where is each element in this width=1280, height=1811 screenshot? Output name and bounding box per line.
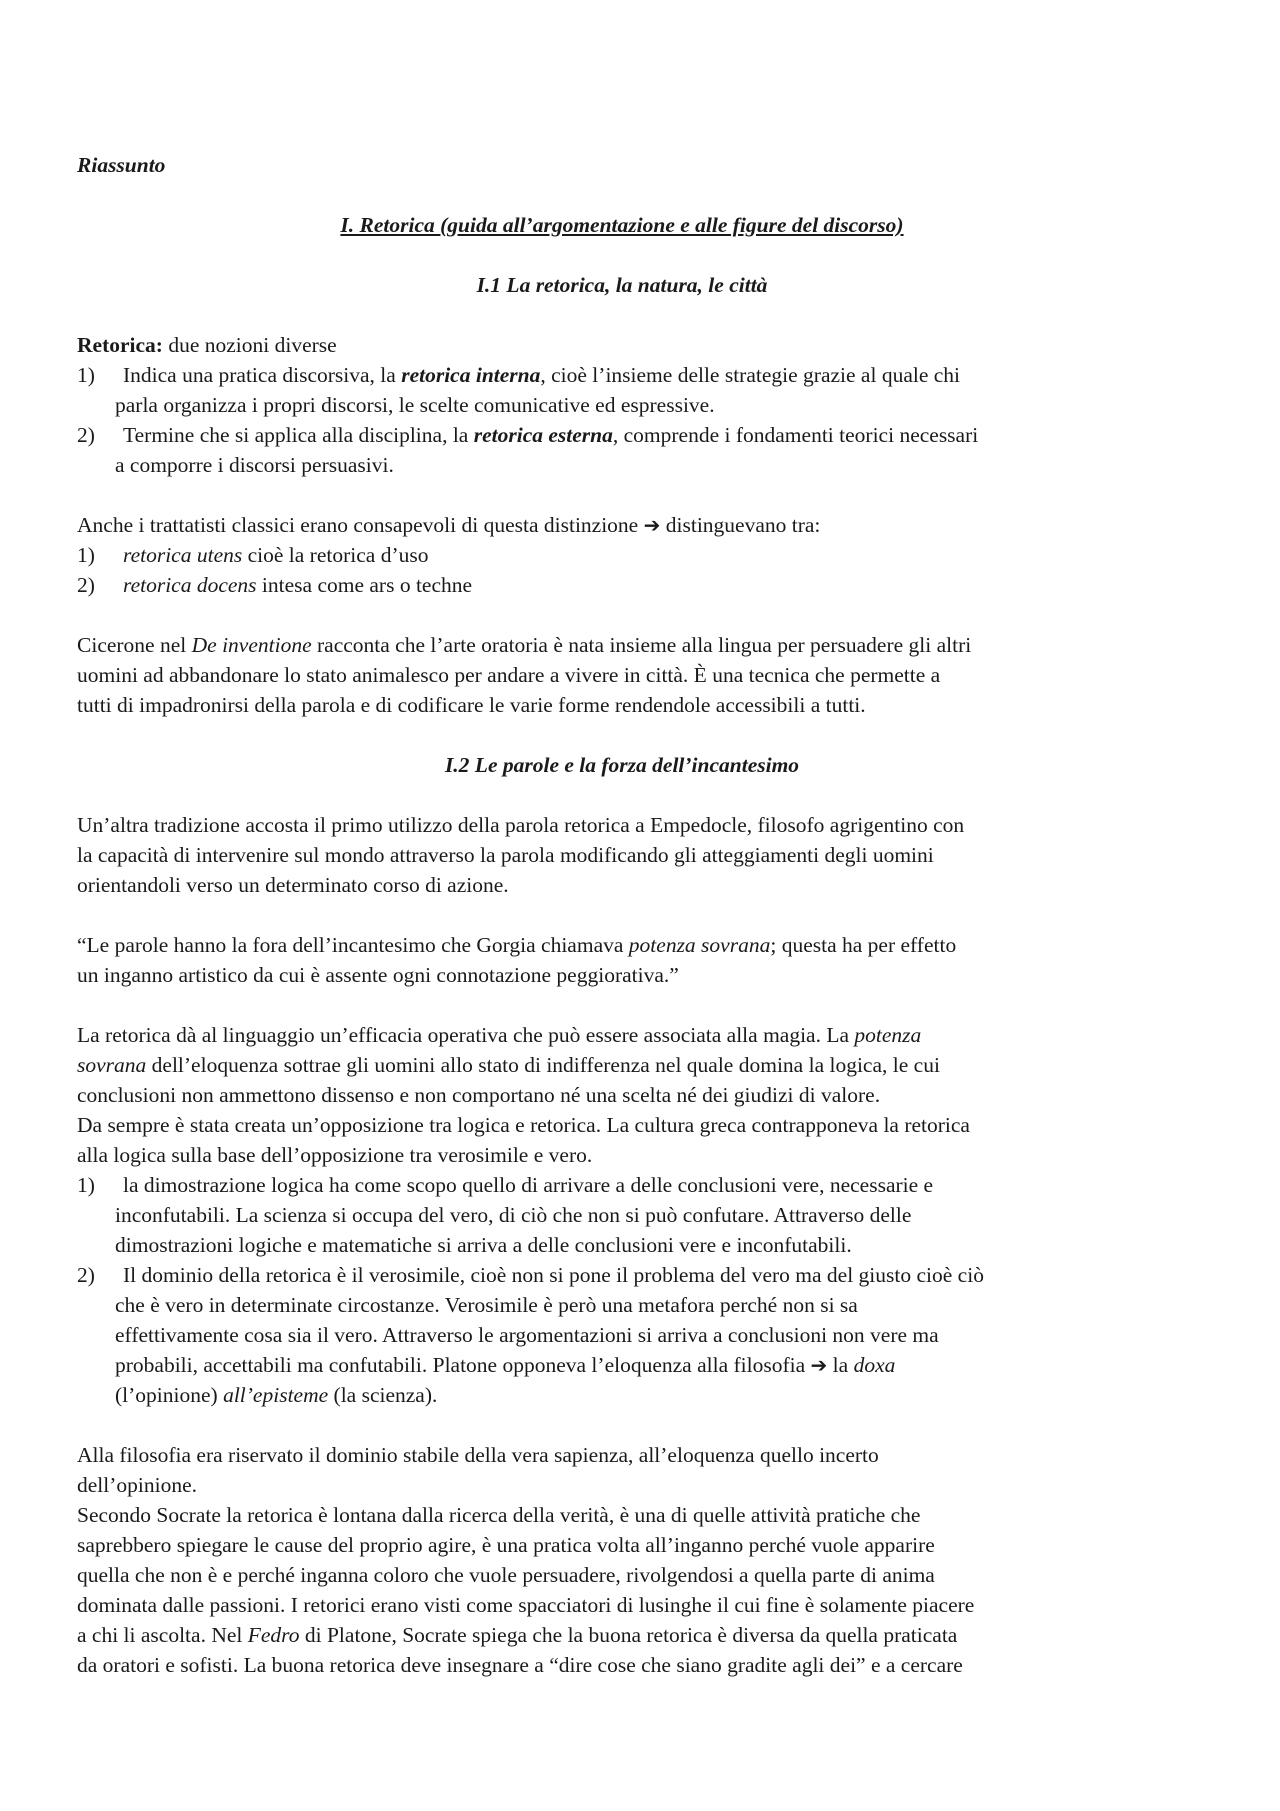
text-line — [77, 1050, 1167, 1080]
text-run: , comprende i fondamenti teorici necessari — [612, 423, 979, 447]
list-item — [77, 1170, 1167, 1200]
text-line — [77, 1620, 1167, 1650]
emphasis-term: potenza — [854, 1023, 922, 1047]
spacer — [77, 1410, 1167, 1440]
spacer — [77, 900, 1167, 930]
list-continuation: a comporre i discorsi persuasivi. — [115, 453, 394, 477]
text-line: conclusioni non ammettono dissenso e non comportano né una scelta né dei giudizi di valore. — [77, 1083, 881, 1107]
text-line — [77, 1020, 1167, 1050]
classic-intro — [77, 510, 1167, 540]
arrow-right-icon: ➔ — [810, 1353, 828, 1377]
text-run: La retorica dà al linguaggio un’efficacia operativa che può essere associata alla magia. La — [77, 1023, 855, 1047]
text-run: Anche i trattatisti classici erano consapevoli di questa distinzione — [77, 513, 644, 537]
spacer — [77, 720, 1167, 750]
definition-line — [77, 330, 1167, 360]
emphasis-term: sovrana — [77, 1053, 147, 1077]
emphasis-term: potenza sovrana — [628, 933, 771, 957]
book-title: De inventione — [191, 633, 312, 657]
list-continuation: effettivamente cosa sia il vero. Attraverso le argomentazioni si arriva a conclusioni non vere ma — [115, 1323, 939, 1347]
list-text: la dimostrazione logica ha come scopo quello di arrivare a delle conclusioni vere, necessarie e — [123, 1173, 934, 1197]
text-line: orientandoli verso un determinato corso di azione. — [77, 873, 509, 897]
text-line: quella che non è e perché inganna coloro che vuole persuadere, rivolgendosi a quella parte di anima — [77, 1563, 935, 1587]
emphasis-term: retorica esterna — [473, 423, 613, 447]
list-item — [77, 420, 1167, 450]
list-number: 1) — [77, 1173, 95, 1197]
text-run: (la scienza). — [328, 1383, 438, 1407]
text-run: (l’opinione) — [115, 1383, 224, 1407]
text-line: dell’opinione. — [77, 1473, 198, 1497]
emphasis-term: doxa — [853, 1353, 896, 1377]
text-run: di Platone, Socrate spiega che la buona retorica è diversa da quella praticata — [299, 1623, 958, 1647]
document-page — [77, 150, 1167, 1680]
text-line: Alla filosofia era riservato il dominio stabile della vera sapienza, all’eloquenza quello incerto — [77, 1443, 879, 1467]
text-line: un inganno artistico da cui è assente ogni connotazione peggiorativa.” — [77, 963, 679, 987]
paragraph-cicerone — [77, 630, 1167, 720]
list-item — [77, 360, 1167, 390]
document-label: Riassunto — [77, 153, 166, 177]
emphasis-term: retorica docens — [123, 573, 257, 597]
text-line: uomini ad abbandonare lo stato animalesco per andare a vivere in città. È una tecnica che permette a — [77, 663, 941, 687]
arrow-right-icon: ➔ — [643, 513, 661, 537]
spacer — [77, 180, 1167, 210]
definition-term: Retorica: — [77, 333, 163, 357]
list-text — [123, 360, 1167, 390]
spacer — [77, 600, 1167, 630]
list-text — [123, 540, 1167, 570]
text-line: dominata dalle passioni. I retorici erano visti come spacciatori di lusinghe il cui fine è solamente piacere — [77, 1593, 975, 1617]
text-run: distinguevano tra: — [660, 513, 821, 537]
definition-text: due nozioni diverse — [162, 333, 337, 357]
text-line — [77, 930, 1167, 960]
list-text: Il dominio della retorica è il verosimile, cioè non si pone il problema del vero ma del giusto cioè ciò — [123, 1263, 984, 1287]
spacer — [77, 990, 1167, 1020]
text-line: Secondo Socrate la retorica è lontana dalla ricerca della verità, è una di quelle attività pratiche che — [77, 1503, 921, 1527]
list-number: 1) — [77, 543, 95, 567]
book-title: Fedro — [247, 1623, 300, 1647]
text-run: a chi li ascolta. Nel — [77, 1623, 248, 1647]
text-run: Termine che si applica alla disciplina, la — [123, 423, 474, 447]
emphasis-term: retorica utens — [123, 543, 243, 567]
list-item — [77, 570, 1167, 600]
list-text — [123, 420, 1167, 450]
text-line — [77, 630, 1167, 660]
list-text — [123, 570, 1167, 600]
paragraph-filosofia — [77, 1440, 1167, 1500]
section-2-heading: I.2 Le parole e la forza dell’incantesimo — [444, 753, 800, 777]
text-run: intesa come ars o techne — [256, 573, 473, 597]
list-continuation — [77, 1350, 1167, 1380]
text-run: ; questa ha per effetto — [770, 933, 957, 957]
list-item — [77, 1260, 1167, 1290]
spacer — [77, 300, 1167, 330]
list-continuation: parla organizza i propri discorsi, le scelte comunicative ed espressive. — [115, 393, 715, 417]
main-heading — [77, 210, 1167, 240]
paragraph-empedocle — [77, 810, 1167, 900]
text-run: cioè la retorica d’uso — [242, 543, 429, 567]
text-line: la capacità di intervenire sul mondo attraverso la parola modificando gli atteggiamenti degli uomini — [77, 843, 934, 867]
text-run: dell’eloquenza sottrae gli uomini allo stato di indifferenza nel quale domina la logica, le cui — [146, 1053, 940, 1077]
text-line: Un’altra tradizione accosta il primo utilizzo della parola retorica a Empedocle, filosofo agrigentino con — [77, 813, 965, 837]
list-continuation: dimostrazioni logiche e matematiche si arriva a delle conclusioni vere e inconfutabili. — [115, 1233, 852, 1257]
list-number: 1) — [77, 363, 95, 387]
paragraph-socrate — [77, 1500, 1167, 1680]
emphasis-term: retorica interna — [401, 363, 541, 387]
text-line: Da sempre è stata creata un’opposizione tra logica e retorica. La cultura greca contrapponeva la retorica — [77, 1113, 970, 1137]
list-continuation: che è vero in determinate circostanze. Verosimile è però una metafora perché non si sa — [115, 1293, 858, 1317]
text-run: Indica una pratica discorsiva, la — [123, 363, 402, 387]
list-number: 2) — [77, 1263, 95, 1287]
text-run: racconta che l’arte oratoria è nata insieme alla lingua per persuadere gli altri — [311, 633, 972, 657]
spacer — [77, 480, 1167, 510]
section-1-heading: I.1 La retorica, la natura, le città — [476, 273, 768, 297]
list-number: 2) — [77, 423, 95, 447]
list-continuation: inconfutabili. La scienza si occupa del vero, di ciò che non si può confutare. Attraverso delle — [115, 1203, 912, 1227]
main-heading-text: I. Retorica (guida all’argomentazione e alle figure del discorso) — [340, 213, 904, 237]
paragraph-quote — [77, 930, 1167, 990]
spacer — [77, 240, 1167, 270]
list-continuation — [77, 1380, 1167, 1410]
text-line: da oratori e sofisti. La buona retorica deve insegnare a “dire cose che siano gradite agli dei” e a cercare — [77, 1653, 963, 1677]
text-run: “Le parole hanno la fora dell’incantesimo che Gorgia chiamava — [77, 933, 629, 957]
paragraph-magia — [77, 1020, 1167, 1170]
list-item — [77, 540, 1167, 570]
spacer — [77, 780, 1167, 810]
text-run: probabili, accettabili ma confutabili. Platone opponeva l’eloquenza alla filosofia — [115, 1353, 811, 1377]
text-line: alla logica sulla base dell’opposizione tra verosimile e vero. — [77, 1143, 593, 1167]
text-run: , cioè l’insieme delle strategie grazie al quale chi — [540, 363, 961, 387]
text-line: saprebbero spiegare le cause del proprio agire, è una pratica volta all’inganno perché vuole apparire — [77, 1533, 935, 1557]
text-run: la — [827, 1353, 854, 1377]
text-run: Cicerone nel — [77, 633, 192, 657]
text-line: tutti di impadronirsi della parola e di codificare le varie forme rendendole accessibili a tutti. — [77, 693, 866, 717]
list-number: 2) — [77, 573, 95, 597]
emphasis-term: all’episteme — [223, 1383, 329, 1407]
